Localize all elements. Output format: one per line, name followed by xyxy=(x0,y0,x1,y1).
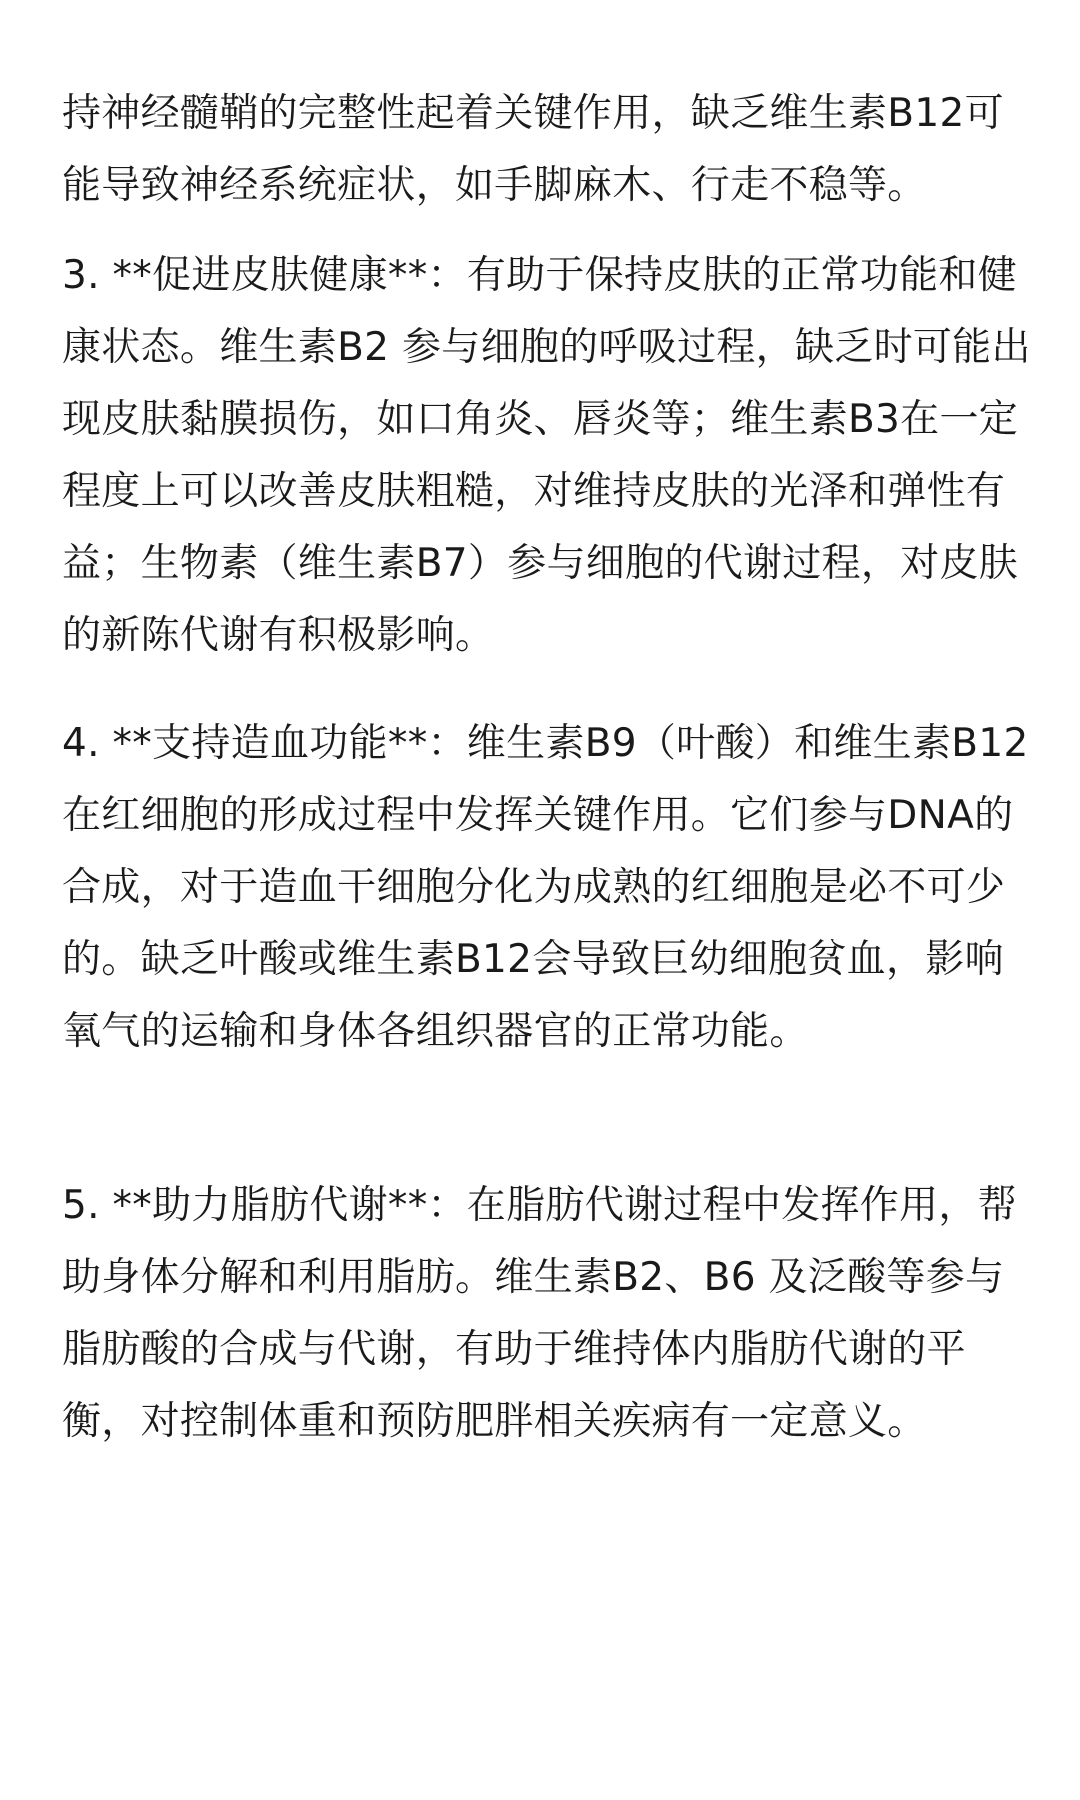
paragraph-hematopoiesis: 4. **支持造血功能**：维生素B9（叶酸）和维生素B12在红细胞的形成过程中发挥关键作用。它们参与DNA的合成，对于造血干细胞分化为成熟的红细胞是必不可少的。缺乏叶酸或维生素B12会导致巨幼细胞贫血，影响氧气的运输和身体各组织器官的正常功能。 xyxy=(62,721,1029,1054)
paragraph-skin-health: 3. **促进皮肤健康**：有助于保持皮肤的正常功能和健康状态。维生素B2 参与细胞的呼吸过程，缺乏时可能出现皮肤黏膜损伤，如口角炎、唇炎等；维生素B3在一定程度上可以改善皮肤粗糙，对维持皮肤的光泽和弹性有益；生物素（维生素B7）参与细胞的代谢过程，对皮肤的新陈代谢有积极影响。 xyxy=(62,253,1031,658)
paragraph-b12-nerve: 持神经髓鞘的完整性起着关键作用，缺乏维生素B12可能导致神经系统症状，如手脚麻木、行走不稳等。 xyxy=(62,91,1004,208)
paragraph-fat-metabolism: 5. **助力脂肪代谢**：在脂肪代谢过程中发挥作用，帮助身体分解和利用脂肪。维生素B2、B6 及泛酸等参与脂肪酸的合成与代谢，有助于维持体内脂肪代谢的平衡，对控制体重和预防肥胖相关疾病有一定意义。 xyxy=(62,1183,1018,1444)
